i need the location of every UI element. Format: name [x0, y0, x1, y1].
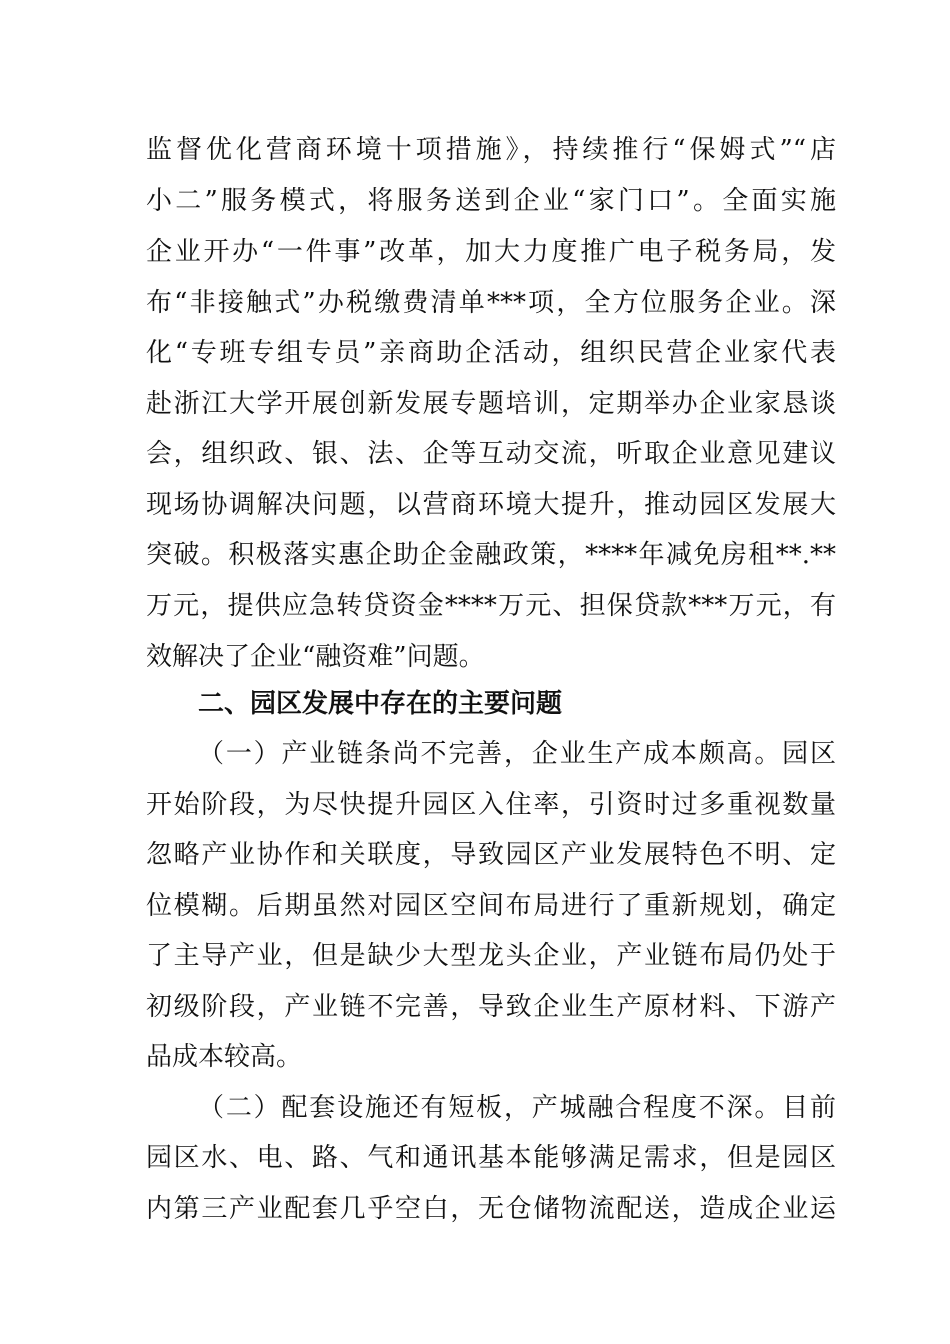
- paragraph-line: 企业开办“一件事”改革，加大力度推广电子税务局，发: [146, 237, 836, 267]
- paragraph-line: 了主导产业，但是缺少大型龙头企业，产业链布局仍处于: [146, 941, 836, 971]
- paragraph-line: 品成本较高。: [146, 1042, 303, 1072]
- paragraph-line: 布“非接触式”办税缴费清单***项，全方位服务企业。深: [146, 288, 836, 318]
- paragraph-line: 开始阶段，为尽快提升园区入住率，引资时过多重视数量: [146, 790, 836, 820]
- paragraph-line: 会，组织政、银、法、企等互动交流，听取企业意见建议: [146, 439, 836, 469]
- paragraph-line: 化“专班专组专员”亲商助企活动，组织民营企业家代表: [146, 338, 836, 368]
- paragraph-line: 效解决了企业“融资难”问题。: [146, 642, 485, 672]
- paragraph-line: 初级阶段，产业链不完善，导致企业生产原材料、下游产: [146, 992, 836, 1022]
- section-heading: 二、园区发展中存在的主要问题: [198, 689, 563, 719]
- paragraph-line: 位模糊。后期虽然对园区空间布局进行了重新规划，确定: [146, 891, 836, 921]
- paragraph-line: 现场协调解决问题，以营商环境大提升，推动园区发展大: [146, 490, 836, 520]
- paragraph-line: 园区水、电、路、气和通讯基本能够满足需求，但是园区: [146, 1143, 836, 1173]
- paragraph-line: 忽略产业协作和关联度，导致园区产业发展特色不明、定: [146, 840, 836, 870]
- paragraph-line: 内第三产业配套几乎空白，无仓储物流配送，造成企业运: [146, 1194, 836, 1224]
- paragraph-line: 突破。积极落实惠企助企金融政策，****年减免房租**.**: [146, 540, 836, 570]
- paragraph-line: 小二”服务模式，将服务送到企业“家门口”。全面实施: [146, 186, 836, 216]
- paragraph-line: （一）产业链条尚不完善，企业生产成本颇高。园区: [198, 739, 836, 769]
- paragraph-line: 万元，提供应急转贷资金****万元、担保贷款***万元，有: [146, 591, 836, 621]
- paragraph-line: （二）配套设施还有短板，产城融合程度不深。目前: [198, 1093, 836, 1123]
- paragraph-line: 赴浙江大学开展创新发展专题培训，定期举办企业家恳谈: [146, 389, 836, 419]
- paragraph-line: 监督优化营商环境十项措施》，持续推行“保姆式”“店: [146, 135, 836, 165]
